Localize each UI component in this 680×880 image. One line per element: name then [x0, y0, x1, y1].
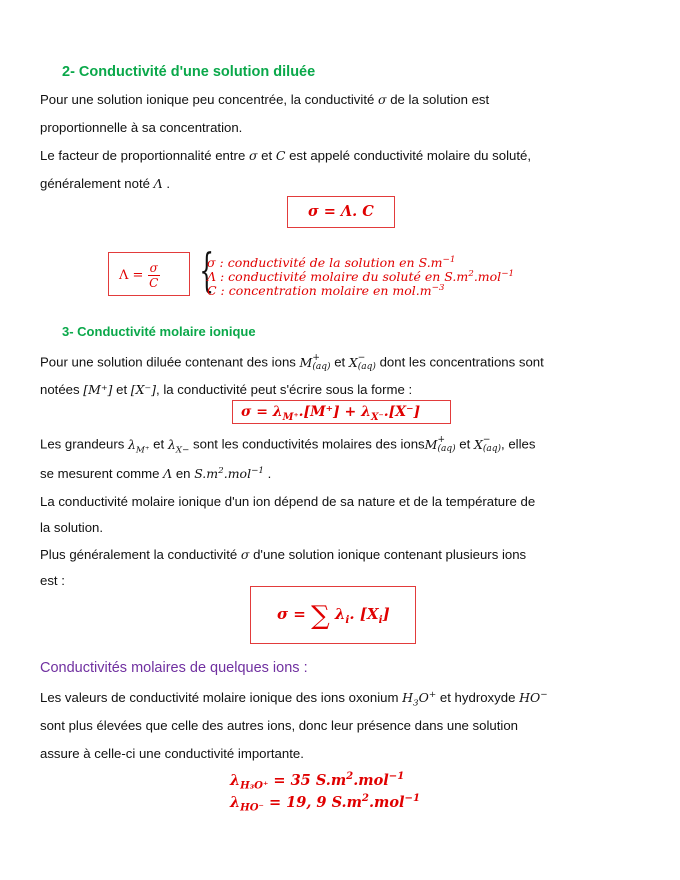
- section-4-line-2: sont plus élevées que celle des autres ions, donc leur présence dans une solution: [40, 718, 518, 733]
- formula-sum: σ = ∑ $\lambda_i$. $[X_i]$: [277, 601, 390, 631]
- definition-sigma: σ : conductivité de la solution en $S.m^{-1}$: [207, 255, 456, 271]
- section-3-line-8: est :: [40, 573, 65, 588]
- sum-symbol: ∑: [311, 601, 330, 631]
- section-3-line-3: Les grandeurs $\lambda_{M^+}$ et $\lambda_{X-}$ sont les conductivités molaires des ionsM + (aq) et X − (aq) , elles: [40, 435, 536, 455]
- section-2-line-2: proportionnelle à sa concentration.: [40, 120, 243, 135]
- section-3-line-7: Plus généralement la conductivité σ d'une solution ionique contenant plusieurs ions: [40, 547, 527, 562]
- formula-conductivity-ions-box: [232, 400, 451, 424]
- formula-conductivity-ions: $\sigma = \lambda_{M^+}.[M^+] + \lambda_{X^-}.[X^-]$: [241, 404, 421, 423]
- section-4-line-1: Les valeurs de conductivité molaire ionique des ions oxonium $H_3O^+$ et hydroxyde HO−: [40, 690, 548, 709]
- definition-c: C : concentration molaire en $mol.m^{-3}$: [207, 283, 445, 299]
- section-2-title: 2- Conductivité d'une solution diluée: [62, 64, 316, 80]
- section-4-line-3: assure à celle-ci une conductivité importante.: [40, 746, 304, 761]
- section-4-title: Conductivités molaires de quelques ions :: [40, 660, 308, 676]
- section-3-line-2: notées [M⁺] et [X⁻], la conductivité peut s'écrire sous la forme :: [40, 382, 413, 397]
- section-3-line-4: se mesurent comme Λ en $S.m^2.mol^{-1}$ .: [40, 466, 272, 482]
- section-3-line-6: la solution.: [40, 520, 104, 535]
- section-2-line-4: généralement noté Λ .: [40, 176, 171, 191]
- lambda-definition: Λ = $\frac{\sigma}{C}$: [119, 261, 159, 290]
- formula-lambda-h3o: $\lambda_{H_3O^+} = 35$ $S.m^2.mol^{-1}$: [230, 770, 405, 792]
- definition-lambda: Λ : conductivité molaire du soluté en $S.m^2.mol^{-1}$: [207, 269, 515, 285]
- lambda-definition-box: [108, 252, 190, 296]
- section-3-line-5: La conductivité molaire ionique d'un ion dépend de sa nature et de la température de: [40, 494, 536, 509]
- formula-lambda-ho: $\lambda_{HO^-} = 19$, 9 $S.m^2.mol^{-1}$: [230, 792, 421, 814]
- formula-sum-box: [250, 586, 416, 644]
- section-2-line-1: Pour une solution ionique peu concentrée, la conductivité σ de la solution est: [40, 92, 490, 107]
- section-2-line-3: Le facteur de proportionnalité entre σ et C est appelé conductivité molaire du soluté,: [40, 148, 532, 163]
- formula-sigma-lambda-c: σ = Λ. C: [308, 203, 374, 220]
- brace-icon: {: [199, 243, 214, 297]
- formula-sigma-lambda-c-box: [287, 196, 395, 228]
- section-3-line-1: Pour une solution diluée contenant des ions M + (aq) et X − (aq) dont les concentrations sont: [40, 353, 544, 372]
- section-3-title: 3- Conductivité molaire ionique: [62, 324, 256, 339]
